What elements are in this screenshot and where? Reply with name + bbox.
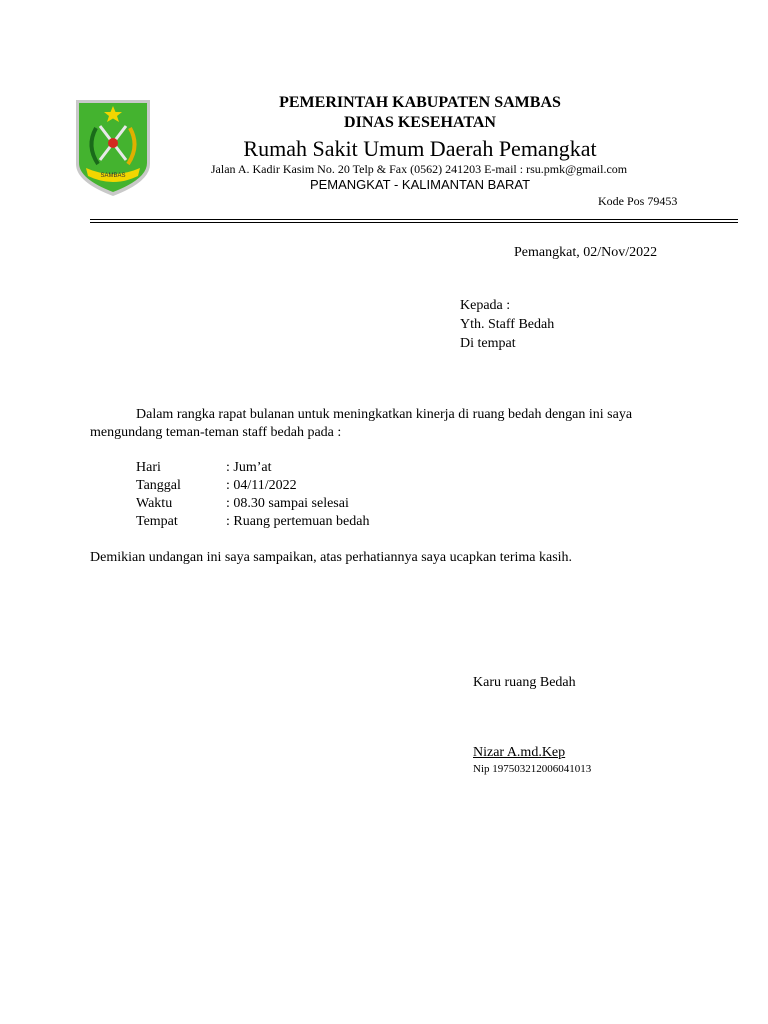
- recipient-location: Di tempat: [460, 336, 516, 351]
- department-name: DINAS KESEHATAN: [344, 114, 496, 131]
- detail-label: Waktu: [136, 496, 173, 511]
- recipient-to: Kepada :: [460, 298, 511, 313]
- logo-text: SAMBAS: [100, 173, 126, 179]
- body-paragraph-line2: mengundang teman-teman staff bedah pada :: [90, 425, 342, 440]
- signatory-nip: Nip 197503212006041013: [473, 763, 592, 775]
- detail-value: : Ruang pertemuan bedah: [226, 514, 370, 529]
- header-divider: [90, 219, 738, 220]
- body-paragraph-line1: Dalam rangka rapat bulanan untuk meningkatkan kinerja di ruang bedah dengan ini saya: [136, 407, 633, 422]
- city-province: PEMANGKAT - KALIMANTAN BARAT: [309, 177, 531, 192]
- header-divider: [90, 222, 738, 223]
- detail-label: Tempat: [136, 514, 178, 529]
- postal-code: Kode Pos 79453: [598, 194, 678, 208]
- signatory-title: Karu ruang Bedah: [473, 675, 576, 690]
- hospital-address: Jalan A. Kadir Kasim No. 20 Telp & Fax (0562) 241203 E-mail : rsu.pmk@gmail.com: [210, 162, 628, 176]
- signatory-name: Nizar A.md.Kep: [473, 745, 566, 760]
- detail-value: : 08.30 sampai selesai: [226, 496, 349, 511]
- hospital-name: Rumah Sakit Umum Daerah Pemangkat: [243, 136, 597, 161]
- government-name: PEMERINTAH KABUPATEN SAMBAS: [279, 94, 561, 111]
- detail-value: : Jum’at: [226, 460, 272, 475]
- place-date: Pemangkat, 02/Nov/2022: [514, 245, 658, 260]
- closing-paragraph: Demikian undangan ini saya sampaikan, atas perhatiannya saya ucapkan terima kasih.: [90, 550, 573, 565]
- recipient-name: Yth. Staff Bedah: [460, 317, 555, 332]
- detail-label: Tanggal: [136, 478, 181, 493]
- detail-label: Hari: [136, 460, 161, 475]
- detail-value: : 04/11/2022: [226, 478, 297, 493]
